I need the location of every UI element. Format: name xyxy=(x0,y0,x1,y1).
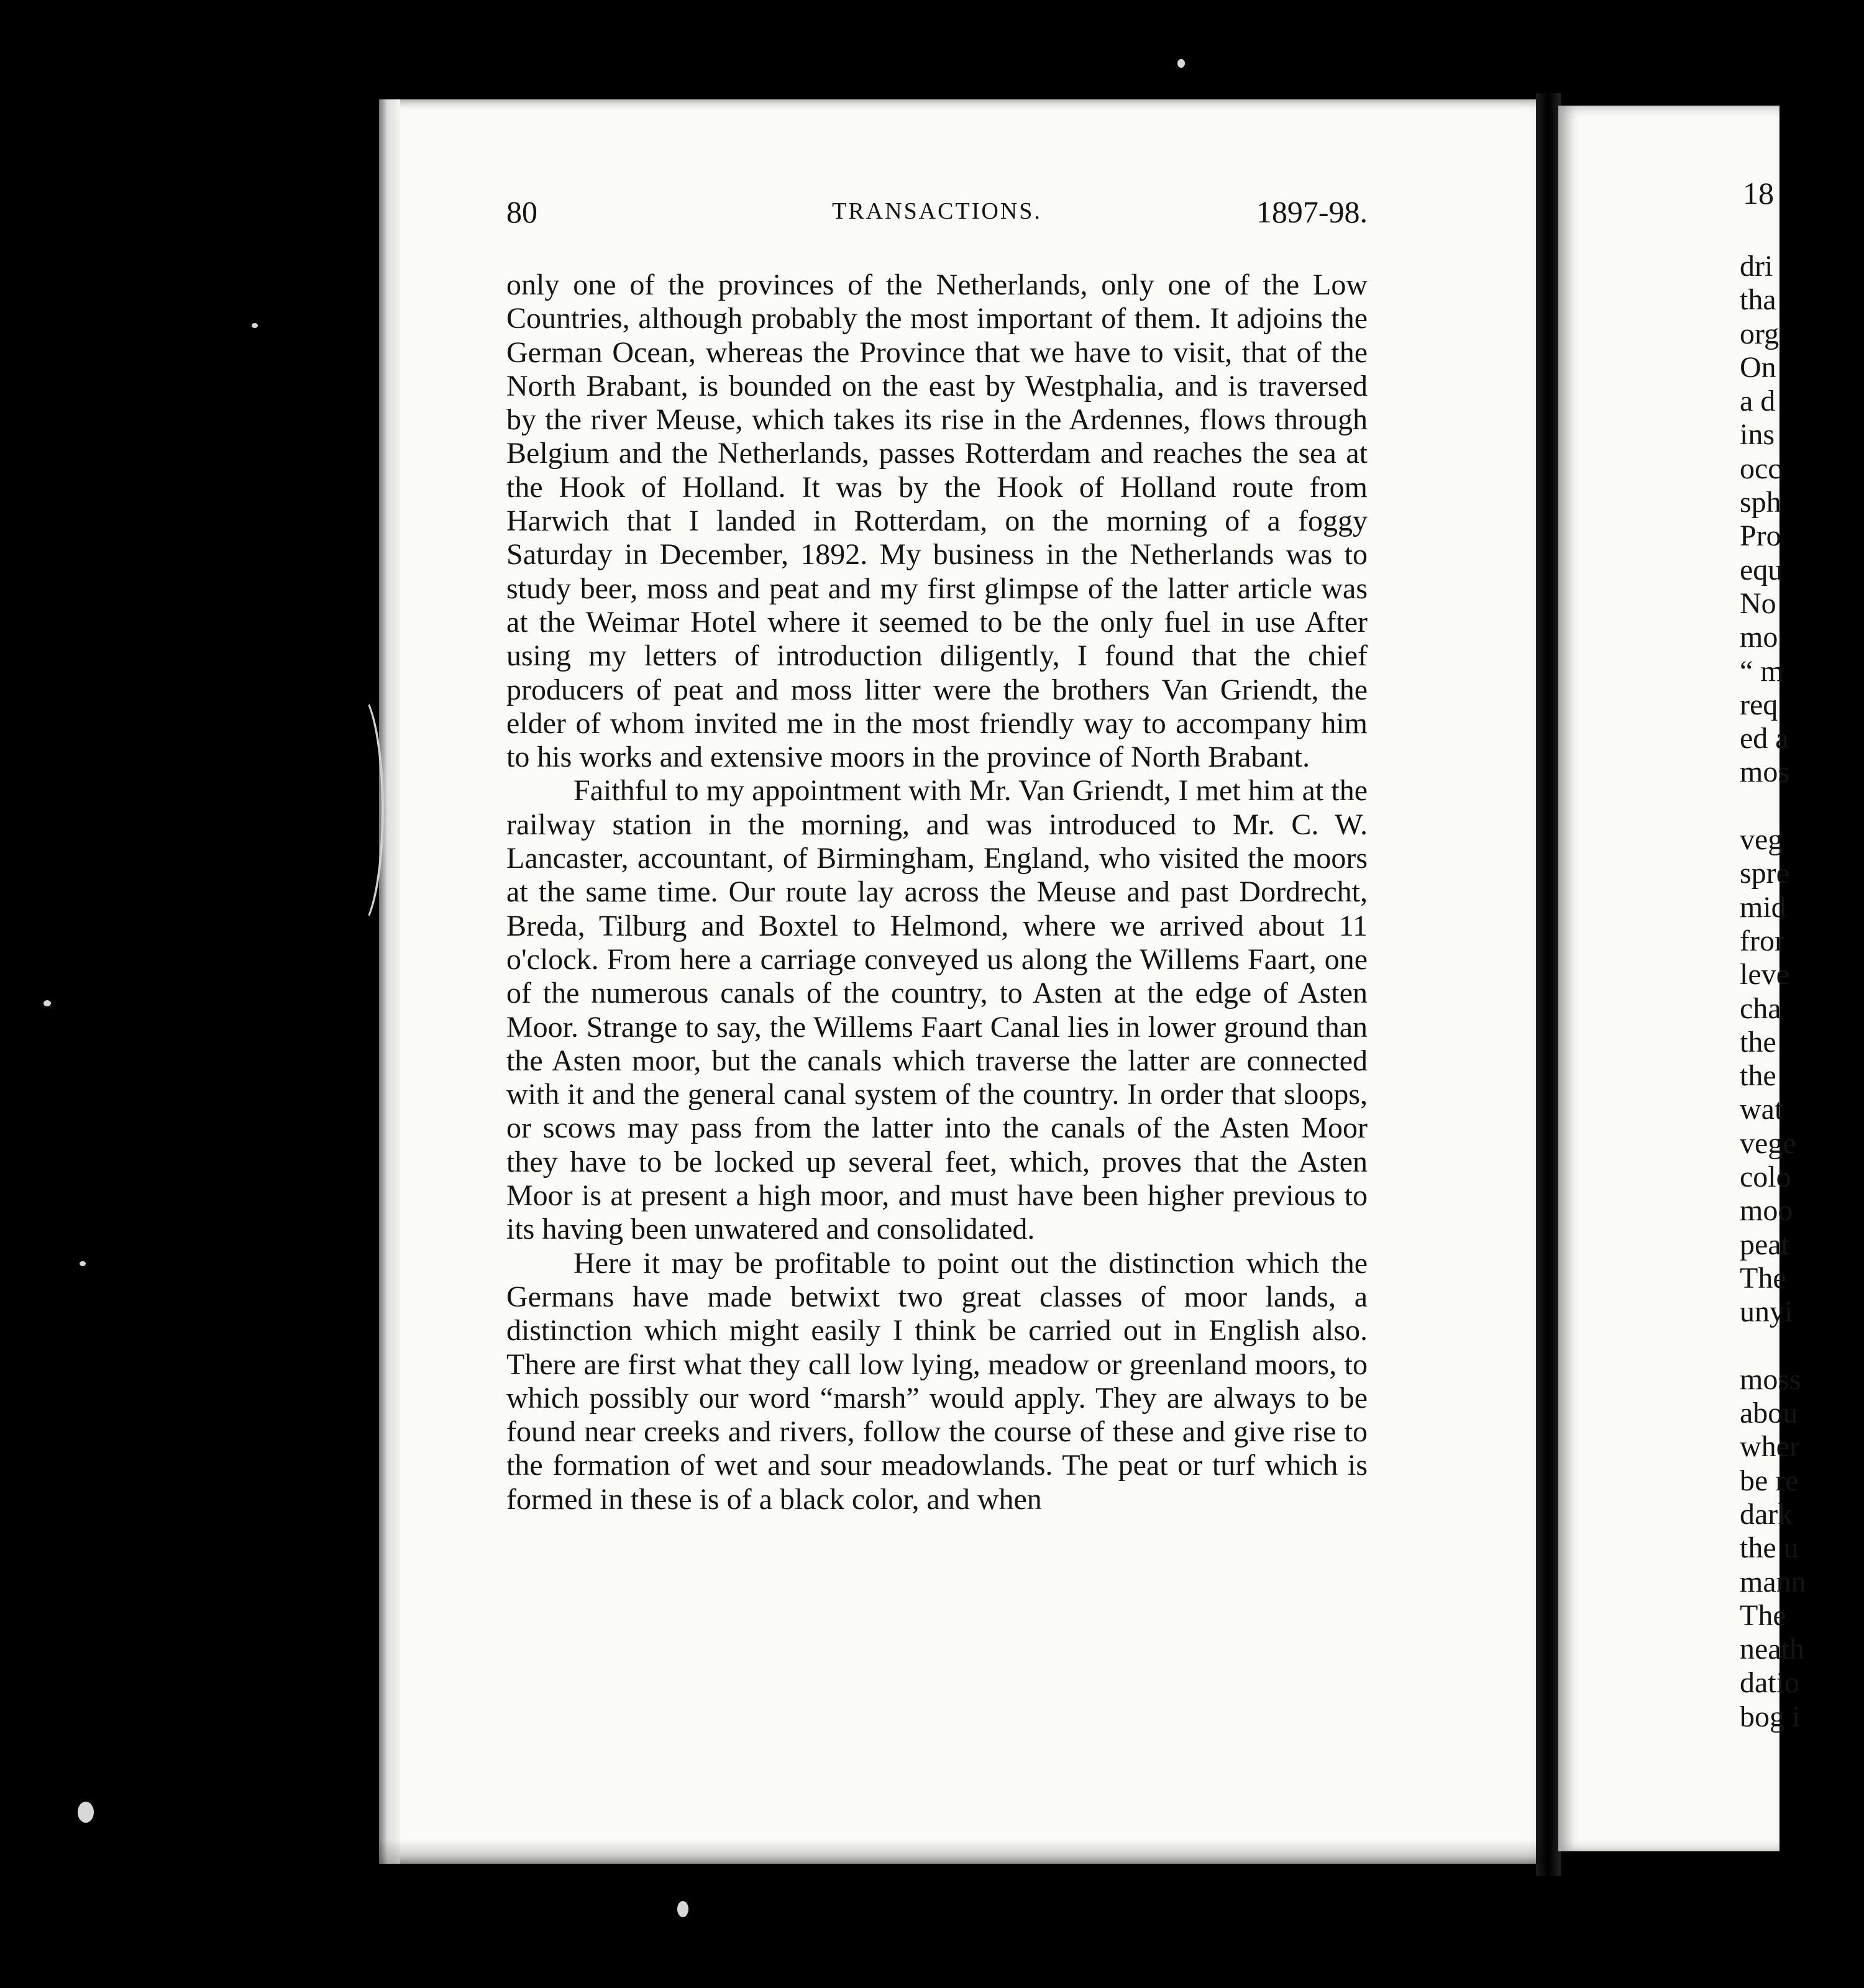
right-text-block xyxy=(1740,823,1864,1329)
right-text-line: tha xyxy=(1740,283,1776,317)
right-text-line: cha xyxy=(1740,992,1781,1025)
right-text-line: wher xyxy=(1740,1430,1799,1464)
right-text-line: be re xyxy=(1740,1464,1799,1497)
body-text xyxy=(506,268,1368,1516)
right-text-line: org xyxy=(1740,317,1779,350)
right-text-line: Pro xyxy=(1740,519,1781,553)
right-page-number: 18 xyxy=(1743,176,1774,211)
right-text-line: The xyxy=(1740,1598,1786,1632)
right-text-line: “ m xyxy=(1740,654,1784,688)
hair-debris xyxy=(329,690,384,931)
speck xyxy=(252,323,258,328)
right-text-line: mid xyxy=(1740,890,1786,924)
right-text-line: On xyxy=(1740,350,1776,384)
right-text-line: colo xyxy=(1740,1160,1791,1194)
right-text-line: fror xyxy=(1740,924,1784,957)
right-text-line: req xyxy=(1740,688,1778,721)
right-text-line: No xyxy=(1740,586,1776,620)
running-title: TRANSACTIONS. xyxy=(832,198,1042,224)
page-number: 80 xyxy=(506,194,537,229)
right-text-line: the u xyxy=(1740,1531,1799,1565)
right-text-line: unyi xyxy=(1740,1295,1793,1329)
right-text-line: dri xyxy=(1740,250,1773,283)
right-text-line: the xyxy=(1740,1059,1776,1093)
paragraph: Faithful to my appointment with Mr. Van Griendt, I met him at the railway station in the morning, and was introduced to Mr. C. W. Lancaster, accountant, of Birmingham, England, who visited the moors at the same time. Our route lay across the Meuse and past Dordrecht, Breda, Tilburg and Boxtel to Helmond, where we arrived about 11 o'clock. From here a carriage conveyed us along the Willems Faart, one of the numerous canals of the country, to Asten at the edge of Asten Moor. Strange to say, the Willems Faart Canal lies in lower ground than the Asten moor, but the canals which traverse the latter are connected with it and the general canal system of the country. In order that sloops, or scows may pass from the latter into the canals of the Asten Moor they have to be locked up several feet, which, proves that the Asten Moor is at present a high moor, and must have been higher previous to its having been unwatered and consolidated. xyxy=(506,774,1368,1246)
right-text-line: dark xyxy=(1740,1497,1793,1531)
right-text-line: moss xyxy=(1740,1362,1801,1396)
right-text-block xyxy=(1740,250,1864,790)
right-text-line: datio xyxy=(1740,1666,1799,1700)
right-page-text xyxy=(1740,250,1864,1734)
right-text-line: vege xyxy=(1740,1126,1796,1160)
paragraph: only one of the provinces of the Netherlands, only one of the Low Countries, although probably the most important of them. It adjoins the German Ocean, whereas the Province that we have to visit, that of the North Brabant, is bounded on the east by Westphalia, and is traversed by the river Meuse, which takes its rise in the Ardennes, flows through Belgium and the Netherlands, passes Rotterdam and reaches the sea at the Hook of Holland. It was by the Hook of Holland route from Harwich that I landed in Rotterdam, on the morning of a foggy Saturday in December, 1892. My business in the Netherlands was to study beer, moss and peat and my first glimpse of the latter article was at the Weimar Hotel where it seemed to be the only fuel in use After using my letters of introduction diligently, I found that the chief producers of peat and moss litter were the brothers Van Griendt, the elder of whom invited me in the most friendly way to accompany him to his works and extensive moors in the province of North Brabant. xyxy=(506,268,1368,774)
right-text-block xyxy=(1740,1363,1864,1734)
book-gutter xyxy=(1536,93,1561,1876)
right-text-line: equ xyxy=(1740,553,1783,586)
right-text-line: mos xyxy=(1740,755,1790,789)
right-text-line: bog i xyxy=(1740,1700,1801,1733)
right-text-line: peat xyxy=(1740,1228,1789,1261)
speck xyxy=(1177,59,1185,68)
year-label: 1897-98. xyxy=(1256,194,1368,229)
right-text-line: neath xyxy=(1740,1633,1804,1666)
right-text-line: leve xyxy=(1740,958,1789,992)
right-text-line: sph xyxy=(1740,486,1781,519)
right-text-line: ed a xyxy=(1740,722,1789,755)
speck xyxy=(677,1901,688,1917)
right-text-line: moo xyxy=(1740,1194,1793,1228)
right-text-line: The xyxy=(1740,1261,1786,1295)
speck xyxy=(43,1000,51,1006)
right-text-line: wat xyxy=(1740,1093,1783,1126)
speck xyxy=(78,1802,94,1823)
right-text-line: ins xyxy=(1740,418,1775,452)
paragraph: Here it may be profitable to point out the distinction which the Germans have made betwixt two great classes of moor lands, a distinction which might easily I think be carried out in English also. There are first what they call low lying, meadow or greenland moors, to which possibly our word “marsh” would apply. They are always to be found near creeks and rivers, follow the course of these and give rise to the formation of wet and sour meadowlands. The peat or turf which is formed in these is of a black color, and when xyxy=(506,1246,1368,1516)
page-edge xyxy=(379,99,400,1864)
right-text-line: a d xyxy=(1740,385,1776,418)
page-header xyxy=(506,194,1368,239)
speck xyxy=(80,1261,86,1266)
page-bottom-shadow xyxy=(379,1839,1547,1864)
right-text-line: spre xyxy=(1740,857,1789,890)
right-text-line: occ xyxy=(1740,452,1781,485)
right-text-line: veg xyxy=(1740,823,1783,857)
right-text-line: the xyxy=(1740,1025,1776,1059)
right-text-line: abou xyxy=(1740,1397,1798,1430)
right-text-line: mann xyxy=(1740,1565,1806,1598)
right-text-line: mo xyxy=(1740,621,1778,654)
